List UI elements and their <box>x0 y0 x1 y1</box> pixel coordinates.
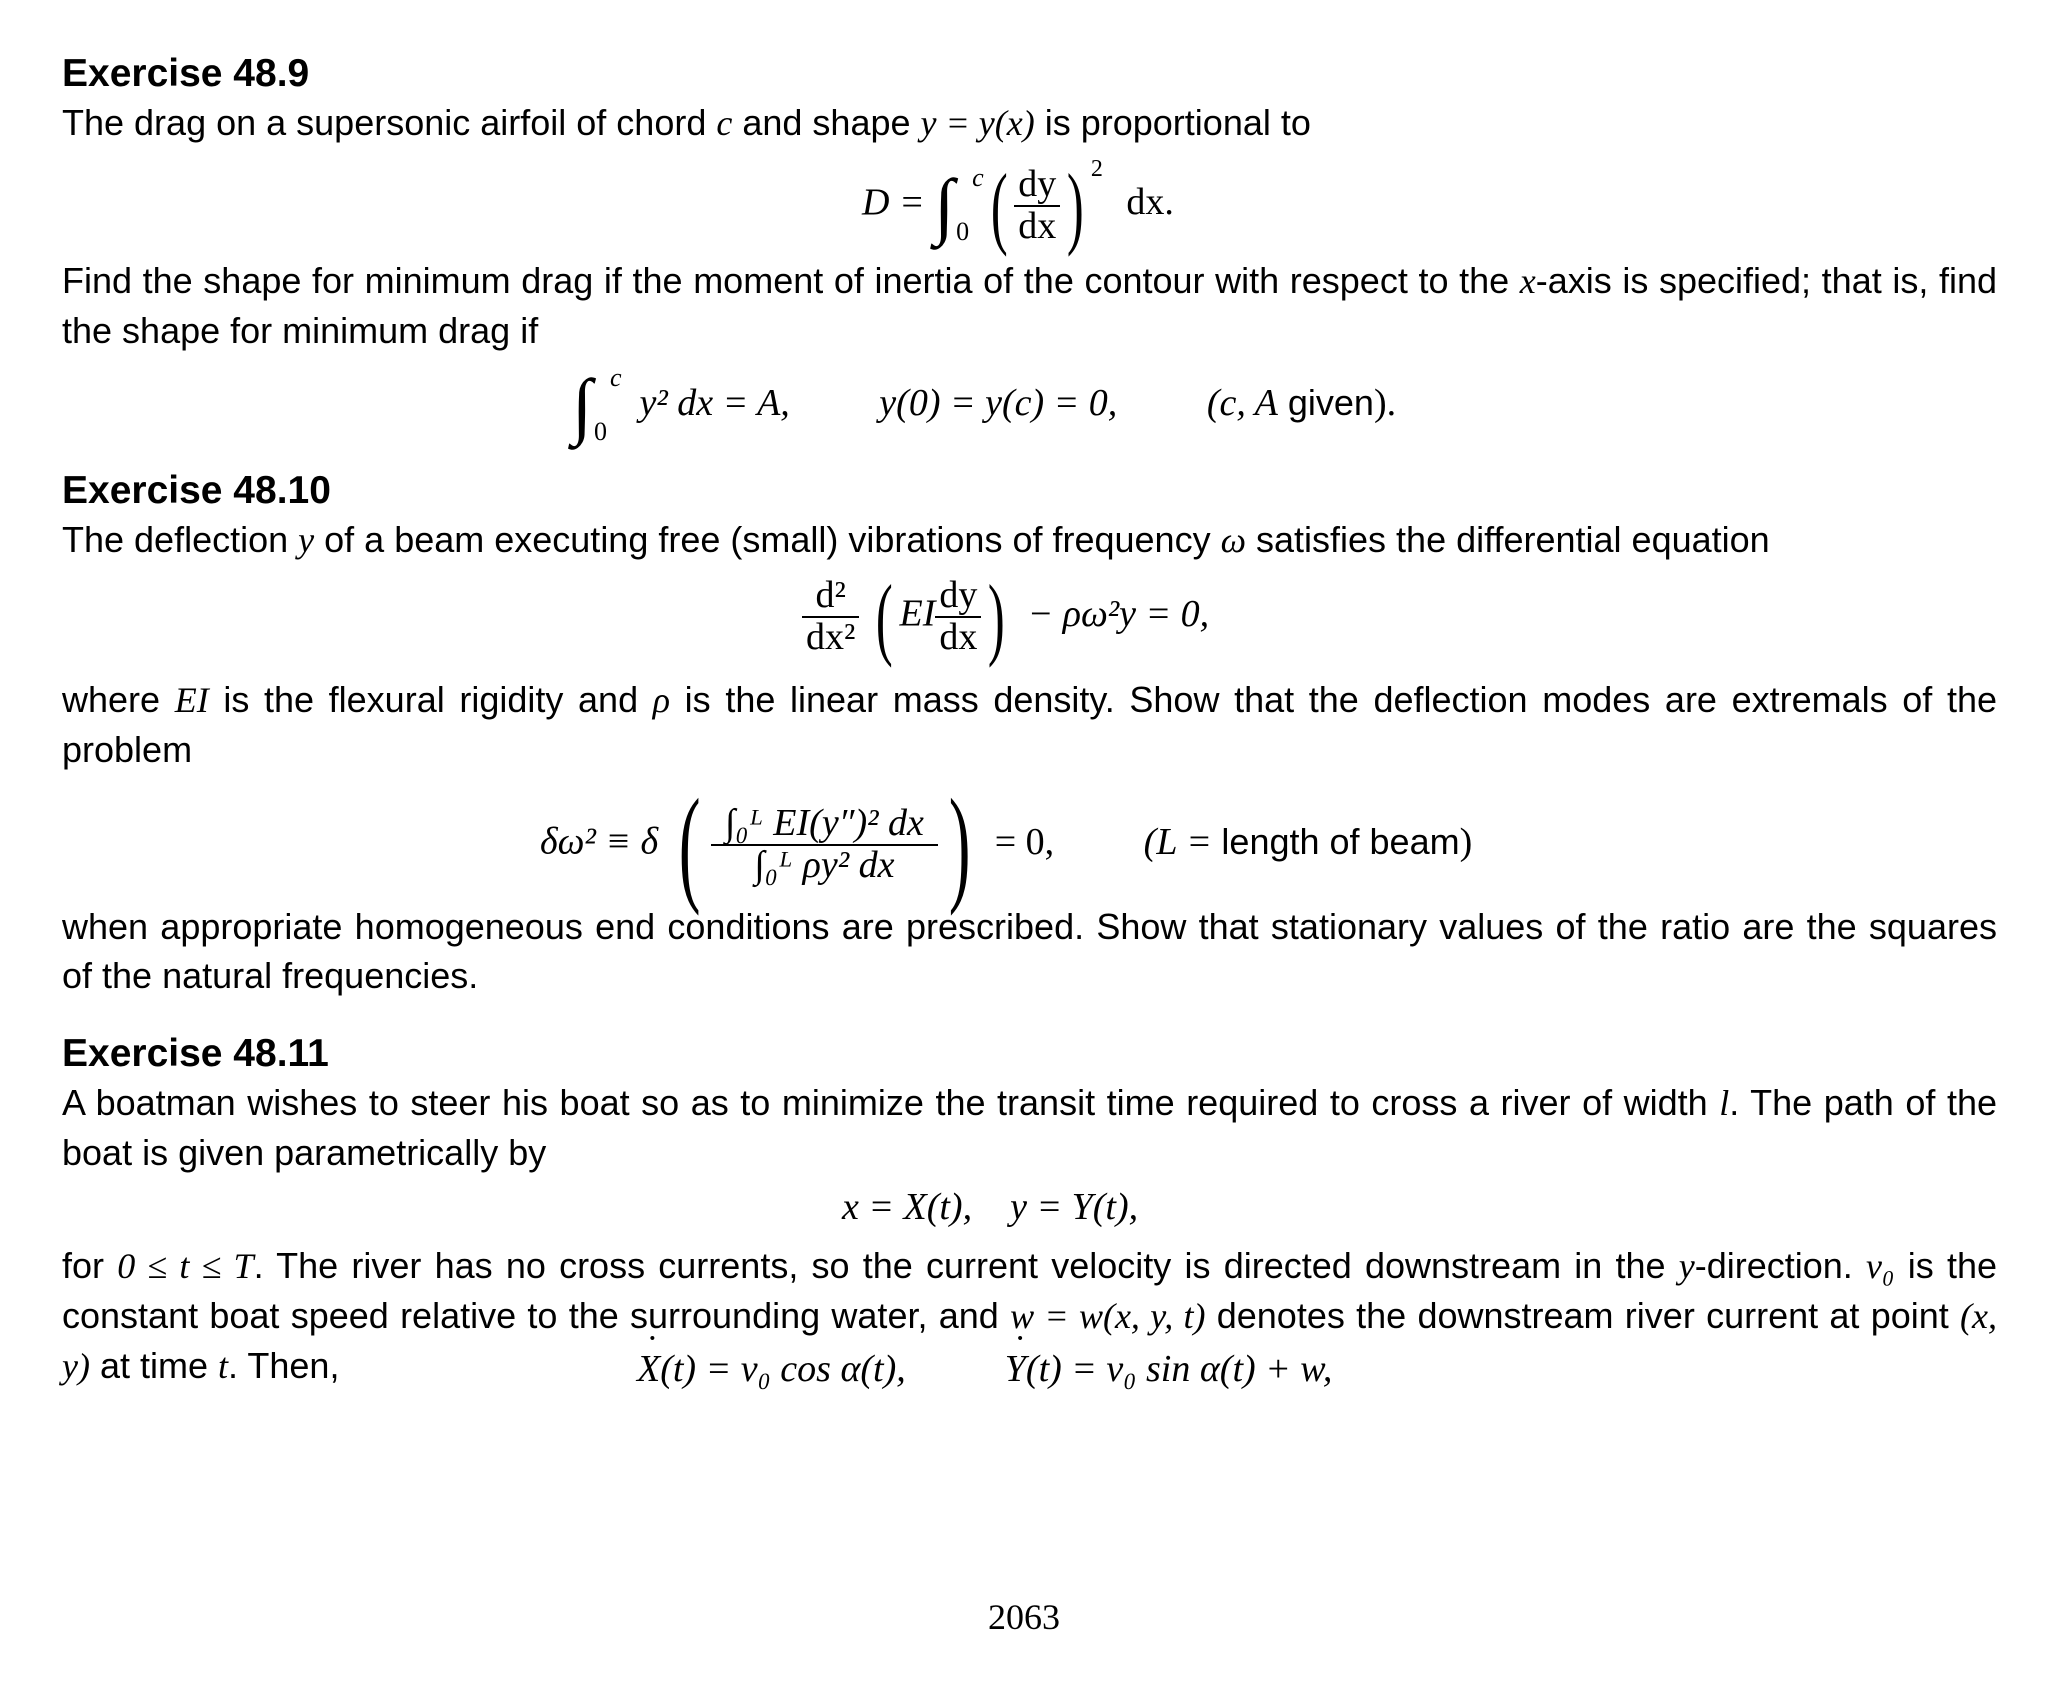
paren-left: ( <box>990 154 1008 257</box>
paren-right: ) <box>1067 154 1084 257</box>
text: . The river has no cross currents, so the current velocity is directed downstream in the <box>253 1245 1679 1286</box>
den: ∫₀ᴸ ρy² dx <box>754 844 895 886</box>
math-rho: ρ <box>652 680 671 720</box>
math-range: 0 ≤ t ≤ T <box>117 1246 254 1286</box>
den: dx <box>939 616 978 658</box>
fraction-ratio <box>711 804 938 886</box>
math-xy: (x, y) <box>62 1296 1998 1386</box>
text: . Then, <box>228 1345 340 1386</box>
math-l: l <box>1719 1083 1730 1123</box>
equation-drag <box>62 148 1997 256</box>
text: for <box>62 1245 118 1286</box>
text: and shape <box>732 102 921 143</box>
text: denotes the downstream river current at point <box>1205 1295 1961 1336</box>
text: The drag on a supersonic airfoil of chord <box>62 102 717 143</box>
math: (c, A <box>1206 381 1278 424</box>
math: ) <box>1459 820 1473 863</box>
text: is the constant boat speed relative to the surrounding water, and <box>62 1245 1997 1336</box>
num: dy <box>1014 165 1060 207</box>
integral-sign: ∫ c 0 <box>934 162 984 247</box>
equation-beam <box>62 565 1997 675</box>
fraction-d2dx2 <box>802 576 859 658</box>
num: ∫₀ᴸ EI(y″)² dx <box>711 804 938 846</box>
text: The deflection <box>62 519 299 560</box>
eq-tail: − ρω²y = 0, <box>1027 592 1210 635</box>
exercise-48-10-where <box>62 675 1997 774</box>
eq-path: x = X(t), y = Y(t), <box>842 1186 1139 1228</box>
fraction-dydx <box>1014 162 1060 247</box>
math-v0: v₀ <box>1866 1246 1895 1286</box>
eq-given <box>1207 382 1396 424</box>
eq-tail: dx. <box>1126 181 1174 224</box>
math-shape: y = y(x) <box>920 103 1035 143</box>
int-lower: 0 <box>956 216 970 246</box>
text: length of beam <box>1221 820 1460 862</box>
math-x: x <box>1519 261 1536 301</box>
power: 2 <box>1090 156 1103 182</box>
math-omega: ω <box>1220 520 1246 560</box>
text: Find the shape for minimum drag if the moment of inertia of the contour with respect to the <box>62 260 1520 301</box>
math-Xdot: ˙ X <box>637 1347 660 1391</box>
eq-rhs: = 0, <box>994 820 1055 863</box>
text: -direction. <box>1694 1245 1867 1286</box>
math-c: c <box>716 103 733 143</box>
math-EI: EI <box>174 680 209 720</box>
int-lower: 0 <box>594 417 607 446</box>
eq-y-velocity: (t) = v₀ sin α(t) + w, <box>1025 1348 1333 1390</box>
num: dy <box>935 576 981 618</box>
paren-left: ( <box>678 773 701 917</box>
eq-boundary: y(0) = y(c) = 0, <box>879 381 1118 424</box>
den: dx² <box>806 616 856 658</box>
exercise-48-9-constraint-text <box>62 256 1997 355</box>
exercise-48-10-intro <box>62 515 1997 565</box>
math-y: y <box>298 520 315 560</box>
paren-left: ( <box>875 566 893 668</box>
int-upper: c <box>610 363 622 392</box>
math-y: y <box>1678 1246 1695 1286</box>
text: is the linear mass density. Show that the deflection modes are extremals of the problem <box>62 679 1997 770</box>
integral-sign: ∫ c 0 <box>572 363 622 447</box>
page-number: 2063 <box>988 1597 1060 1637</box>
int-upper: c <box>972 162 984 192</box>
fraction-dydx <box>935 576 981 658</box>
math: (L = <box>1143 820 1222 863</box>
eq-body: y² dx = A, <box>639 381 790 424</box>
text: -axis is specified; that is, find the shape for minimum drag if <box>62 260 1997 351</box>
equation-path <box>62 1177 1997 1241</box>
paren-right: ) <box>988 566 1006 668</box>
eq-x-velocity: (t) = v₀ cos α(t), <box>660 1348 906 1390</box>
exercise-48-11-intro <box>62 1078 1997 1177</box>
paren-right: ) <box>948 773 971 917</box>
math-Ydot: ˙ Y <box>1005 1347 1026 1391</box>
equation-rayleigh <box>62 773 1997 917</box>
eq-note <box>1144 821 1473 863</box>
exercise-48-9-title: Exercise 48.9 <box>62 52 310 95</box>
text: at time <box>89 1345 219 1386</box>
page-content <box>62 50 1997 1451</box>
math-w: w = w(x, y, t) <box>1010 1296 1206 1336</box>
spacer <box>62 1000 1997 1030</box>
eq-lhs: D = <box>862 181 925 224</box>
text: is the flexural rigidity and <box>208 679 653 720</box>
math-EI: EI <box>899 592 936 635</box>
text: where <box>62 679 175 720</box>
text: given <box>1277 381 1374 423</box>
eq-lhs: δω² ≡ δ <box>540 820 659 863</box>
exercise-48-10-conclusion: when appropriate homogeneous end conditions are prescribed. Show that stationary values of the ratio are the squares of the natural frequencies. <box>62 906 1997 996</box>
text: of a beam executing free (small) vibrations of frequency <box>314 519 1221 560</box>
text: is proportional to <box>1034 102 1311 143</box>
num: d² <box>802 576 859 618</box>
math: ). <box>1373 381 1397 424</box>
equation-constraint <box>62 355 1997 467</box>
math-t: t <box>218 1346 229 1386</box>
text: . The path of the boat is given parametrically by <box>62 1082 1997 1173</box>
exercise-48-11-title: Exercise 48.11 <box>62 1032 329 1075</box>
text: satisfies the differential equation <box>1246 519 1770 560</box>
exercise-48-9-intro <box>62 98 1997 148</box>
text: A boatman wishes to steer his boat so as to minimize the transit time required to cross a river of width <box>62 1082 1720 1123</box>
den: dx <box>1018 204 1057 247</box>
exercise-48-10-title: Exercise 48.10 <box>62 469 331 512</box>
